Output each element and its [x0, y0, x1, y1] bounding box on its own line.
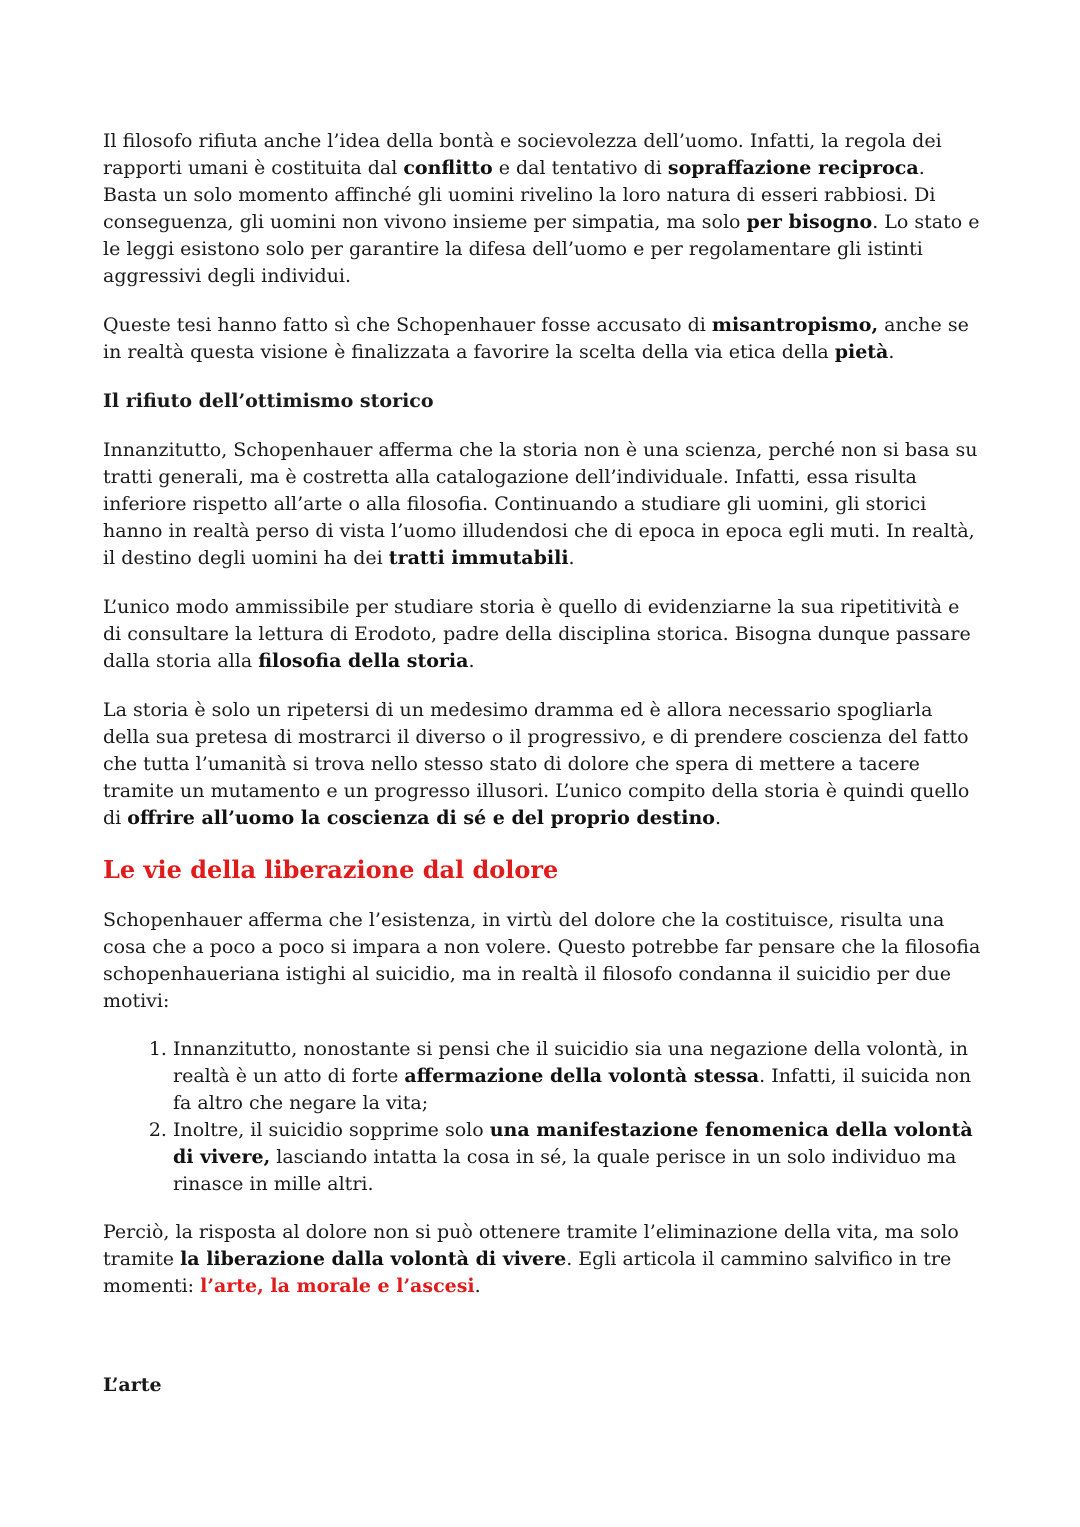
text-run: . Infatti, il suicida non fa altro che negare la vita; [173, 1065, 972, 1114]
bold-term-pieta: pietà [834, 341, 889, 363]
paragraph-storia-scienza [103, 437, 983, 572]
bold-term-sopraffazione: sopraffazione reciproca [667, 157, 919, 179]
text-run: Innanzitutto, nonostante si pensi che il suicidio sia una negazione della volontà, in realtà è un atto di forte [173, 1038, 969, 1087]
text-run: Perciò, la risposta al dolore non si può ottenere tramite l’eliminazione della vita, ma solo tramite [103, 1221, 959, 1270]
subheading-ottimismo-storico: Il rifiuto dell’ottimismo storico [103, 390, 434, 412]
red-term-arte-morale-ascesi: l’arte, la morale e l’ascesi [200, 1275, 475, 1297]
text-run: . [888, 341, 895, 363]
document-page [103, 128, 983, 1399]
paragraph-misantropismo [103, 312, 983, 366]
text-run: Inoltre, il suicidio sopprime solo [173, 1119, 490, 1141]
text-run: . [468, 650, 475, 672]
list-item [173, 1036, 983, 1117]
text-run: Queste tesi hanno fatto sì che Schopenhauer fosse accusato di [103, 314, 712, 336]
subheading-arte: L’arte [103, 1374, 162, 1396]
text-run: Innanzitutto, Schopenhauer afferma che la storia non è una scienza, perché non si basa su tratti generali, ma è costretta alla catalogazione dell’individuale. Infatti, essa risulta inferiore rispetto all’arte o alla filosofia. Continuando a studiare gli uomini, gli storici hanno in realtà perso di vista l’uomo illudendosi che di epoca in epoca egli muti. In realtà, il destino degli uomini ha dei [103, 439, 978, 569]
bold-term-affermazione: affermazione della volontà stessa [404, 1065, 760, 1087]
text-run: L’unico modo ammissibile per studiare storia è quello di evidenziarne la sua ripetitività e di consultare la lettura di Erodoto, padre della disciplina storica. Bisogna dunque passare dalla storia alla [103, 596, 971, 672]
text-run: . Egli articola il cammino salvifico in tre momenti: [103, 1248, 952, 1297]
text-run: Il filosofo rifiuta anche l’idea della bontà e socievolezza dell’uomo. Infatti, la regola dei rapporti umani è costituita dal [103, 130, 942, 179]
bold-term-bisogno: per bisogno [746, 211, 873, 233]
paragraph-dramma [103, 697, 983, 832]
text-run: . [568, 547, 575, 569]
paragraph-suicidio-intro: Schopenhauer afferma che l’esistenza, in virtù del dolore che la costituisce, risulta una cosa che a poco a poco si impara a non volere. Questo potrebbe far pensare che la filosofia schopenhaueriana istighi al suicidio, ma in realtà il filosofo condanna il suicidio per due motivi: [103, 909, 981, 1012]
section-title-liberazione: Le vie della liberazione dal dolore [103, 855, 559, 884]
text-run: lasciando intatta la cosa in sé, la quale perisce in un solo individuo ma rinasce in mille altri. [173, 1146, 957, 1195]
list-item [173, 1117, 983, 1198]
bold-term-misantropismo: misantropismo, [711, 314, 879, 336]
bold-term-liberazione: la liberazione dalla volontà di vivere [180, 1248, 567, 1270]
bold-term-conflitto: conflitto [403, 157, 493, 179]
text-run: La storia è solo un ripetersi di un medesimo dramma ed è allora necessario spogliarla della sua pretesa di mostrarci il diverso o il progressivo, e di prendere coscienza del fatto che tutta l’umanità si trova nello stesso stato di dolore che spera di mettere a tacere tramite un mutamento e un progresso illusori. L’unico compito della storia è quindi quello di [103, 699, 970, 829]
text-run: anche se in realtà questa visione è finalizzata a favorire la scelta della via etica della [103, 314, 969, 363]
bold-term-filosofia-storia: filosofia della storia [258, 650, 469, 672]
paragraph-filosofia-storia [103, 594, 983, 675]
numbered-list-motivi [103, 1036, 983, 1198]
text-run: . Basta un solo momento affinché gli uomini rivelino la loro natura di esseri rabbiosi. Di conseguenza, gli uomini non vivono insieme per simpatia, ma solo [103, 157, 936, 233]
paragraph-socievolezza [103, 128, 983, 290]
bold-term-manifestazione: una manifestazione fenomenica della volontà di vivere, [173, 1119, 973, 1168]
bold-term-tratti-immutabili: tratti immutabili [388, 547, 569, 569]
paragraph-cammino-salvifico [103, 1219, 983, 1300]
text-run: . [714, 807, 722, 829]
text-run: . Lo stato e le leggi esistono solo per garantire la difesa dell’uomo e per regolamentare gli istinti aggressivi degli individui. [103, 211, 980, 287]
text-run: . [474, 1275, 481, 1297]
text-run: e dal tentativo di [492, 157, 668, 179]
bold-term-coscienza: offrire all’uomo la coscienza di sé e del proprio destino [127, 807, 715, 829]
